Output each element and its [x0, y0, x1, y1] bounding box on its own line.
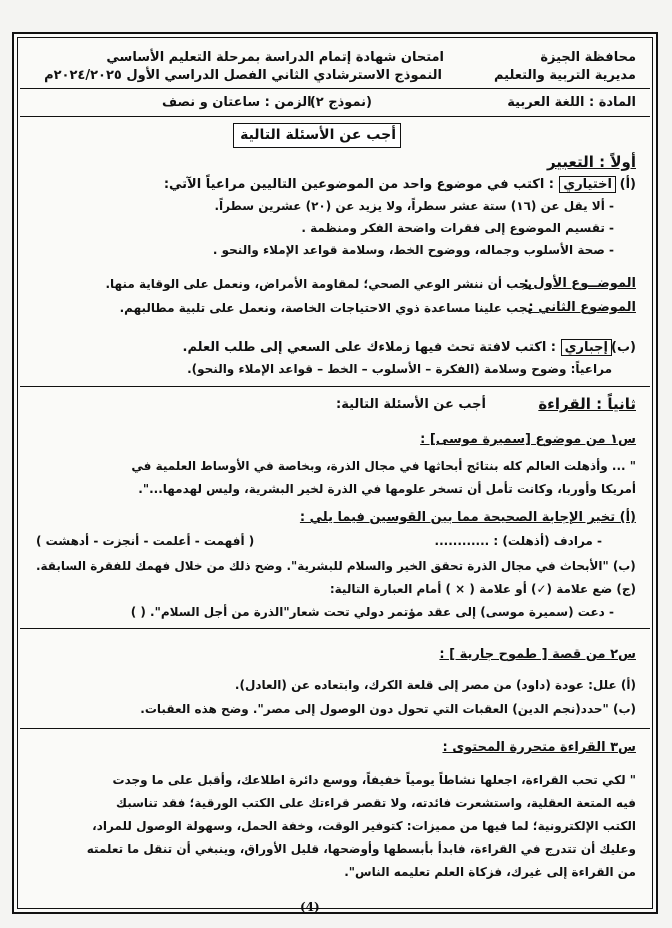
header-governorate: محافظة الجيزة [540, 50, 636, 65]
q3-passage-line: " لكي تحب القراءة، اجعلها نشاطاً يومياً خفيفاً، ووسع دائرة اطلاعك، وأقبل على ما وجدت [112, 773, 636, 787]
section-divider [20, 728, 650, 729]
q1-a1-right: - مرادف (أذهلت) : ............ [434, 534, 602, 548]
page-number: (4) [300, 900, 320, 914]
header-directorate: مديرية التربية والتعليم [493, 68, 636, 83]
part1-qb-note: مراعياً: وضوح وسلامة (الفكرة – الأسلوب – الخط – قواعد الإملاء والنحو). [187, 362, 612, 376]
part1-qa-tag: اختياري [559, 176, 616, 193]
topic1-text: يجب أن ننشر الوعي الصحي؛ لمقاومة الأمراض، ونعمل على الوقاية منها. [105, 277, 532, 291]
q1-a1-left: ( أفهمت - أعلمت - أنجزت - أدهشت ) [36, 534, 255, 548]
part2-title: ثانياً : القراءة [538, 395, 636, 413]
topic2-text: يجب علينا مساعدة ذوي الاحتياجات الخاصة، ونعمل على تلبية مطالبهم. [119, 301, 532, 315]
part1-qb-tag: إجباري [561, 339, 612, 356]
q3-passage-line: الكتب الإلكترونية؛ لما فيها من مميزات: كتوفير الوقت، وخفة الحمل، وسهولة الوصول للمراد، [92, 819, 636, 833]
topic2-label: الموضوع الثاني : [528, 300, 636, 315]
header-model-no: (نموذج ٢) [309, 95, 372, 110]
q3-passage-line: وعليك أن تتدرج في القراءة، فابدأ بأبسطها وأوضحها، قليل الأوراق، وينبغي أن تنقل ما تعلمته [86, 842, 636, 856]
q1-c1: - دعت (سميرة موسى) إلى عقد مؤتمر دولي تحت شعار"الذرة من أجل السلام". ( ) [130, 605, 614, 619]
part1-rule: - ألا يقل عن (١٦) ستة عشر سطراً، ولا يزيد عن (٢٠) عشرين سطراً. [214, 199, 614, 213]
header-model-term: النموذج الاسترشادي الثاني الفصل الدراسي الأول ٢٠٢٤/٢٠٢٥م [44, 68, 442, 83]
header-exam-title: امتحان شهادة إتمام الدراسة بمرحلة التعليم الأساسي [106, 50, 444, 65]
section-divider [20, 386, 650, 387]
part1-title: أولاً : التعبير [546, 153, 636, 171]
part1-rule: - تقسيم الموضوع إلى فقرات واضحة الفكر ومنظمة . [301, 221, 614, 235]
part2-instruction: أجب عن الأسئلة التالية: [336, 397, 486, 412]
q1-b: (ب) "الأبحاث في مجال الذرة تحقق الخير والسلام للبشرية". وضح ذلك من خلال فهمك للفقرة السابقة. [36, 559, 636, 573]
q1-passage-line: أمريكا وأوربا، وكانت تأمل أن تسخر علومها في الذرة لخير البشرية، وليس لهدمها...". [138, 482, 636, 496]
part1-qb-label: (ب) [611, 340, 636, 355]
q1-a: (أ) تخير الإجابة الصحيحة مما بين القوسين فيما يلي : [299, 510, 636, 525]
part1-qa-label: (أ) [619, 177, 636, 192]
q3-heading: س٣ القراءة متحررة المحتوى : [442, 740, 636, 755]
q2-b: (ب) "حدد(نجم الدين) العقبات التي تحول دون الوصول إلى مصر". وضح هذه العقبات. [140, 702, 636, 716]
q3-passage-line: من القراءة إلى غيرك، فزكاة العلم تعليمه الناس". [344, 865, 636, 879]
section-divider [20, 628, 650, 629]
q1-c: (ج) ضع علامة (✓) أو علامة ( × ) أمام العبارة التالية: [329, 582, 636, 596]
q1-passage-line: " ... وأذهلت العالم كله بنتائج أبحاثها في مجال الذرة، وبخاصة في الأوساط العلمية في [131, 459, 636, 473]
topic1-label: الموضــوع الأول : [523, 276, 636, 291]
q2-heading: س٢ من قصة [ طموح جارية ] : [439, 647, 636, 662]
part1-rule: - صحة الأسلوب وجماله، ووضوح الخط، وسلامة قواعد الإملاء والنحو . [212, 243, 614, 257]
q1-heading: س١ من موضوع [سميرة موسى] : [420, 432, 636, 447]
q2-a: (أ) علل: عودة (داود) من مصر إلى قلعة الكرك، وابتعاده عن (العادل). [234, 678, 636, 692]
header-divider-2 [20, 116, 650, 117]
header-divider [20, 88, 650, 89]
main-instruction: أجب عن الأسئلة التالية [240, 127, 396, 143]
part1-qb-text: : اكتب لافتة تحث فيها زملاءك على السعي إلى طلب العلم. [182, 340, 556, 355]
q3-passage-line: فيه المتعة العقلية، واستشعرت فائدته، ولا تقصر قراءتك على الكتب الورقية؛ فقد تناسبك [116, 796, 636, 810]
header-time: الزمن : ساعتان و نصف [162, 95, 312, 110]
part1-qa-text: : اكتب في موضوع واحد من الموضوعين التاليين مراعياً الآتي: [163, 177, 554, 192]
header-subject: المادة : اللغة العربية [507, 95, 636, 110]
